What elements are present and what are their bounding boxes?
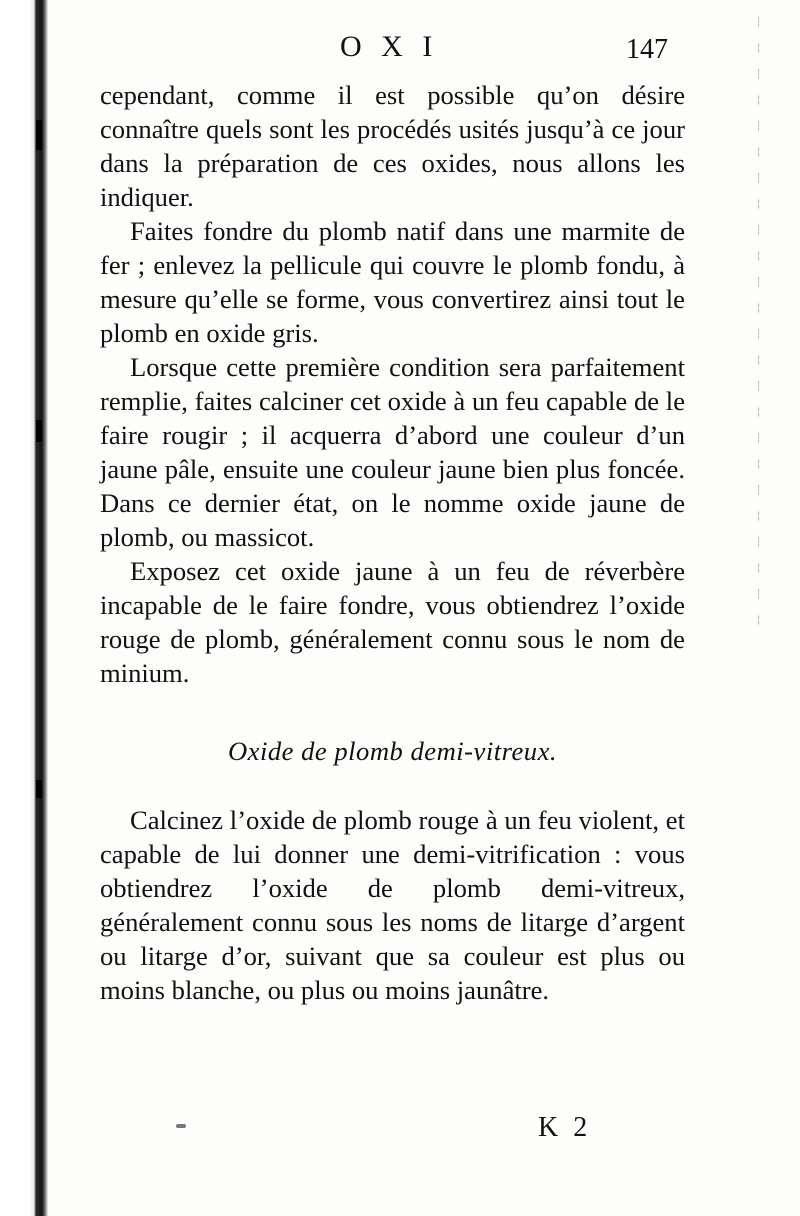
paragraph: cependant, comme il est possible qu’on désire connaître quels sont les procédés usités jusqu’à ce jour dans la préparation de ces oxides, nous allons les indiquer. bbox=[100, 80, 685, 212]
running-head: O X I bbox=[340, 30, 439, 63]
page-header bbox=[100, 30, 680, 74]
binding-gutter bbox=[0, 0, 48, 1216]
gutter-speck bbox=[36, 780, 42, 798]
section-paragraph: Calcinez l’oxide de plomb rouge à un feu violent, et capable de lui donner une demi-vitrification : vous obtiendrez l’oxide de plomb demi-vitreux, généralement connu sous les noms de litarge d’argent ou litarge d’or, suivant que sa couleur est plus ou moins blanche, ou plus ou moins jaunâtre. bbox=[100, 805, 685, 1005]
ink-mark bbox=[176, 1124, 186, 1128]
signature-mark: K 2 bbox=[538, 1112, 592, 1143]
section-title: Oxide de plomb demi-vitreux. bbox=[227, 736, 558, 766]
show-through-marks: ┆ ╎ ┆ ╎ ┆ ╎ ┆ ╎ ┆ ╎ ┆ ╎ ┆ ╎ ┆ ╎ ┆ ╎ ┆ ╎ ┆ ╎ ┆ ╎ bbox=[756, 18, 764, 626]
paragraph: Lorsque cette première condition sera parfaitement remplie, faites calciner cet oxide à un feu capable de le faire rougir ; il acquerra d’abord une couleur d’un jaune pâle, ensuite une couleur jaune bien plus foncée. Dans ce dernier état, on le nomme oxide jaune de plomb, ou massicot. bbox=[100, 352, 685, 552]
page-footer bbox=[100, 1112, 685, 1152]
gutter-speck bbox=[36, 420, 42, 442]
gutter-speck bbox=[36, 120, 42, 150]
paragraph: Exposez cet oxide jaune à un feu de réverbère incapable de le faire fondre, vous obtiendrez l’oxide rouge de plomb, généralement connu sous le nom de minium. bbox=[100, 556, 685, 688]
paragraph: Faites fondre du plomb natif dans une marmite de fer ; enlevez la pellicule qui couvre le plomb fondu, à mesure qu’elle se forme, vous convertirez ainsi tout le plomb en oxide gris. bbox=[100, 216, 685, 348]
page-number: 147 bbox=[626, 34, 668, 65]
body-text bbox=[100, 78, 685, 1007]
